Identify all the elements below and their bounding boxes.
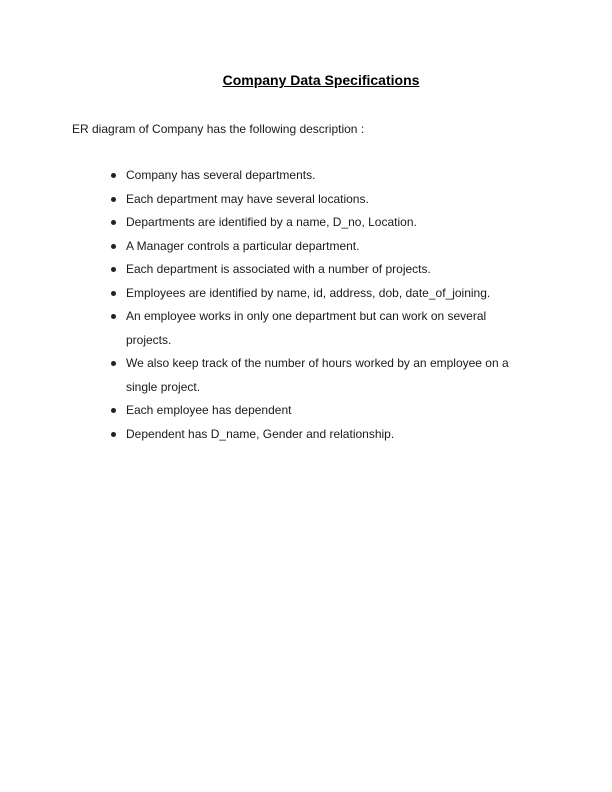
bullet-icon — [111, 361, 116, 366]
list-item: Employees are identified by name, id, address, dob, date_of_joining. — [126, 282, 532, 306]
bullet-icon — [111, 173, 116, 178]
list-item: Each department may have several locations. — [126, 188, 532, 212]
page-title: Company Data Specifications — [222, 72, 420, 88]
list-item: Each department is associated with a number of projects. — [126, 258, 532, 282]
bullet-icon — [111, 220, 116, 225]
bullet-icon — [111, 291, 116, 296]
spec-list — [126, 164, 532, 446]
list-item: Dependent has D_name, Gender and relationship. — [126, 423, 532, 447]
bullet-icon — [111, 197, 116, 202]
list-item: A Manager controls a particular department. — [126, 235, 532, 259]
bullet-icon — [111, 408, 116, 413]
bullet-icon — [111, 432, 116, 437]
list-item: Each employee has dependent — [126, 399, 532, 423]
list-item: We also keep track of the number of hours worked by an employee on a single project. — [126, 352, 532, 399]
bullet-icon — [111, 314, 116, 319]
intro-text: ER diagram of Company has the following description : — [72, 122, 365, 136]
list-item: Company has several departments. — [126, 164, 532, 188]
bullet-icon — [111, 244, 116, 249]
list-item: Departments are identified by a name, D_no, Location. — [126, 211, 532, 235]
bullet-icon — [111, 267, 116, 272]
list-item: An employee works in only one department but can work on several projects. — [126, 305, 532, 352]
